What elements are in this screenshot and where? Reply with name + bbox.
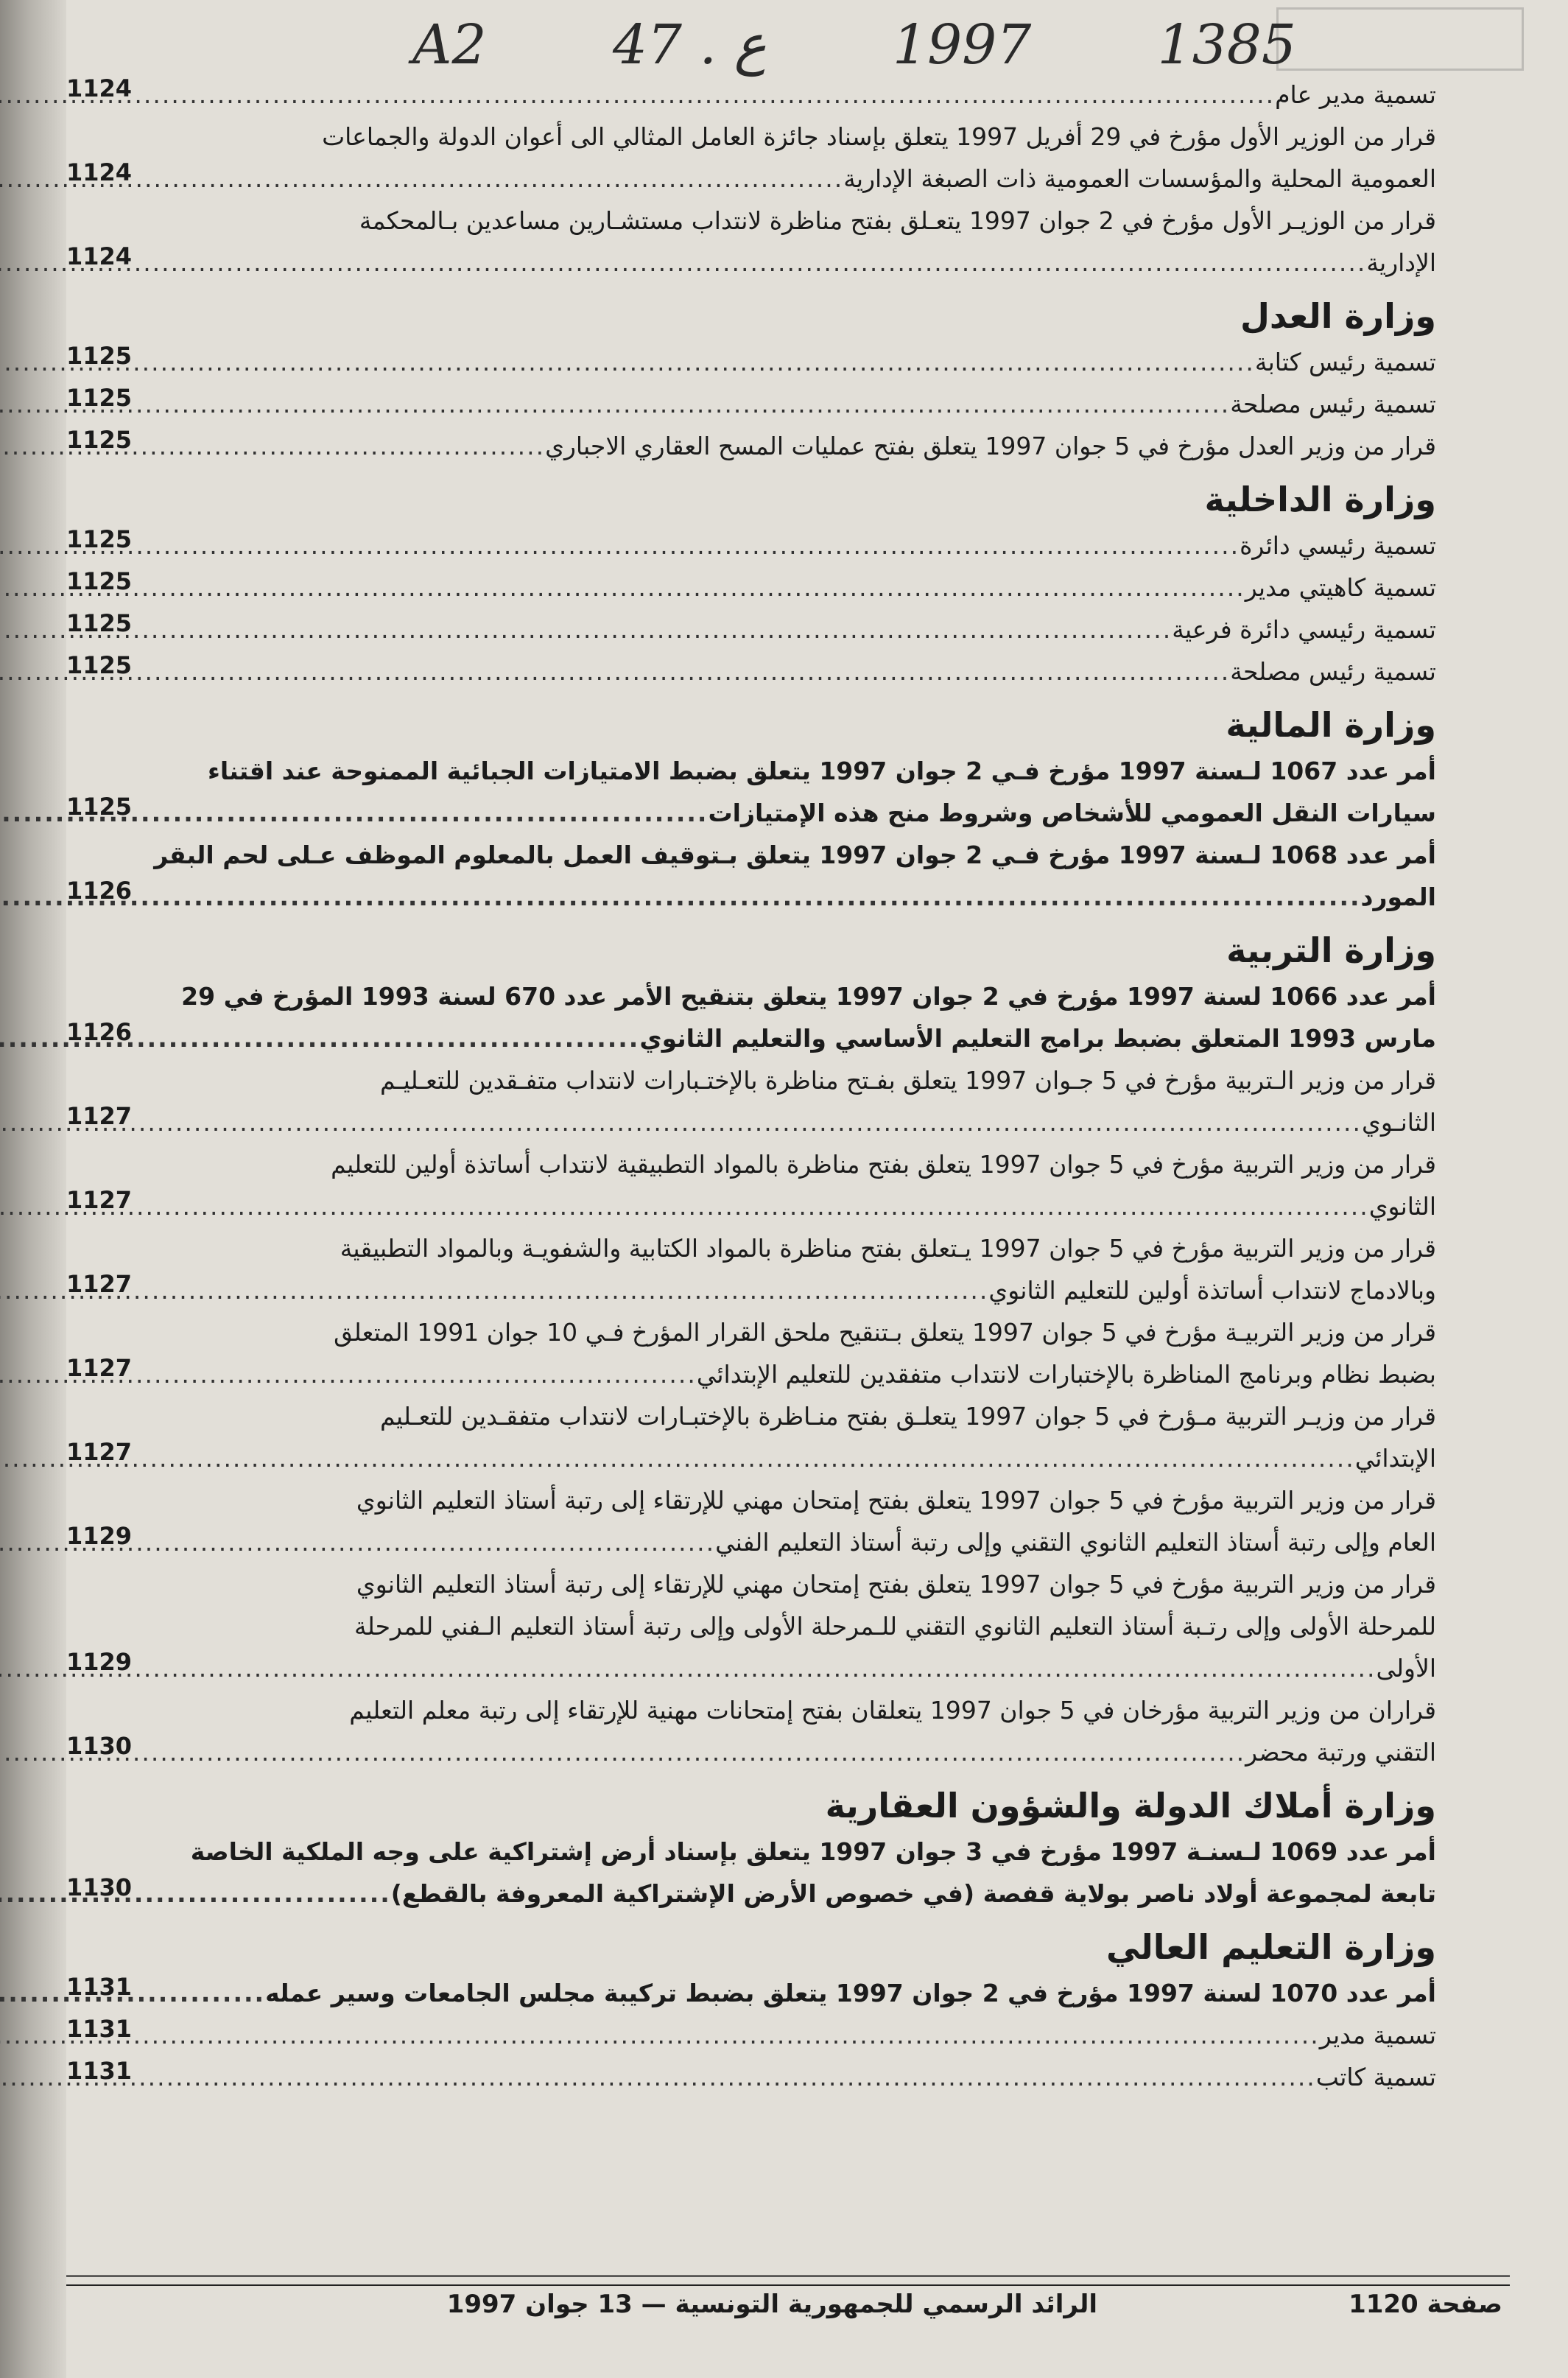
entry-text-line: قرار من وزير التربية مؤرخ في 5 جوان 1997 يـتعلق بفتح مناظرة بالمواد الكتابية والشفويـة وبالمواد التطبيقية bbox=[340, 1234, 1436, 1263]
entry-text-line: الإبتدائي bbox=[1354, 1444, 1436, 1473]
entry-page-number: 1125 bbox=[66, 567, 133, 595]
toc-entry bbox=[66, 834, 1436, 918]
entry-text-line: تسمية رئيسي دائرة bbox=[1240, 531, 1436, 560]
toc-entry bbox=[66, 650, 1436, 692]
toc-entry bbox=[66, 1831, 1436, 1915]
toc-entry bbox=[66, 750, 1436, 834]
ministry-heading: وزارة التعليم العالي bbox=[1105, 1927, 1436, 1967]
toc-entry bbox=[66, 2014, 1436, 2056]
entry-page-number: 1127 bbox=[66, 1354, 133, 1382]
entry-text-line: تسمية رئيسي دائرة فرعية bbox=[1172, 615, 1436, 644]
handwriting-part: 1385 bbox=[1157, 13, 1296, 77]
entry-page-number: 1131 bbox=[66, 2015, 133, 2043]
entry-text-line: قرار من وزيـر التربية مـؤرخ في 5 جوان 1997 يتعلـق بفتح منـاظرة بالإختبـارات لانتداب متفقـدين للتعـليم bbox=[379, 1402, 1436, 1431]
page-footer bbox=[66, 2290, 1510, 2334]
toc-entry bbox=[66, 525, 1436, 567]
entry-page-number: 1125 bbox=[66, 426, 133, 454]
entry-page-number: 1131 bbox=[66, 2057, 133, 2085]
entry-text-line: قرار من وزير الـتربية مؤرخ في 5 جـوان 1997 يتعلق بفـتح مناظرة بالإختـبارات لانتداب متفـقدين للتعـليـم bbox=[379, 1066, 1436, 1095]
entry-text-line: الثانوي bbox=[1368, 1192, 1436, 1221]
entry-page-number: 1124 bbox=[66, 158, 133, 186]
toc-entry bbox=[66, 341, 1436, 383]
toc-entry bbox=[66, 425, 1436, 467]
entry-text-line: التقني ورتبة محضر bbox=[1245, 1738, 1436, 1767]
footer-journal-title: الرائد الرسمي للجمهورية التونسية — 13 جوان 1997 bbox=[446, 2290, 1097, 2319]
entry-text-line: قرار من وزير العدل مؤرخ في 5 جوان 1997 يتعلق بفتح عمليات المسح العقاري الاجباري bbox=[545, 432, 1436, 460]
entry-page-number: 1125 bbox=[66, 793, 133, 821]
toc-entry bbox=[66, 975, 1436, 1059]
toc-entry bbox=[66, 2056, 1436, 2098]
entry-text-line: قرار من وزير التربية مؤرخ في 5 جوان 1997 يتعلق بفتح إمتحان مهني للإرتقاء إلى رتبة أستاذ التعليم الثانوي bbox=[356, 1486, 1436, 1515]
toc-entry bbox=[66, 608, 1436, 650]
ministry-heading: وزارة المالية bbox=[1226, 705, 1436, 745]
entry-text-line: تسمية مدير عام bbox=[1275, 80, 1436, 109]
dot-leader bbox=[0, 876, 1361, 918]
dot-leader bbox=[0, 525, 1240, 567]
entry-text-line: تسمية رئيس مصلحة bbox=[1230, 657, 1436, 686]
entry-text-line: للمرحلة الأولى وإلى رتـبة أستاذ التعليم الثانوي التقني للـمرحلة الأولى وإلى رتبة أستاذ التعليم الـفني للمرحلة bbox=[354, 1612, 1436, 1641]
entry-page-number: 1126 bbox=[66, 877, 133, 905]
toc-entry bbox=[66, 1972, 1436, 2014]
entry-page-number: 1131 bbox=[66, 1973, 133, 2001]
entry-text-line: قراران من وزير التربية مؤرخان في 5 جوان 1997 يتعلقان بفتح إمتحانات مهنية للإرتقاء إلى رتبة معلم التعليم bbox=[349, 1696, 1436, 1725]
dot-leader bbox=[0, 2014, 1320, 2056]
entry-text-line: بضبط نظام وبرنامج المناظرة بالإختبارات لانتداب متفقدين للتعليم الإبتدائي bbox=[696, 1360, 1436, 1389]
entry-text-line: تابعة لمجموعة أولاد ناصر بولاية قفصة (في خصوص الأرض الإشتراكية المعروفة بالقطع) bbox=[390, 1879, 1436, 1908]
entry-page-number: 1126 bbox=[66, 1018, 133, 1046]
dot-leader bbox=[0, 650, 1230, 692]
entry-text-line: وبالادماج لانتداب أساتذة أولين للتعليم الثانوي bbox=[988, 1276, 1436, 1305]
entry-page-number: 1125 bbox=[66, 651, 133, 679]
toc-entry bbox=[66, 567, 1436, 608]
entry-page-number: 1124 bbox=[66, 74, 133, 102]
toc-entry bbox=[66, 74, 1436, 116]
dot-leader bbox=[0, 2056, 1316, 2098]
entry-page-number: 1130 bbox=[66, 1732, 133, 1760]
toc-entry bbox=[66, 1143, 1436, 1227]
entry-text-line: أمر عدد 1070 لسنة 1997 مؤرخ في 2 جوان 1997 يتعلق بضبط تركيبة مجلس الجامعات وسير عمله bbox=[265, 1979, 1436, 2007]
dot-leader bbox=[0, 1873, 391, 1915]
entry-text-line: تسمية رئيس كتابة bbox=[1254, 348, 1436, 376]
bleed-through-box bbox=[1276, 7, 1524, 71]
entry-page-number: 1125 bbox=[66, 342, 133, 370]
toc-entry bbox=[66, 1479, 1436, 1563]
table-of-contents bbox=[66, 74, 1436, 2098]
entry-text-line: تسمية رئيس مصلحة bbox=[1230, 390, 1436, 418]
entry-page-number: 1127 bbox=[66, 1270, 133, 1298]
entry-text-line: الأولى bbox=[1376, 1654, 1436, 1683]
toc-entry bbox=[66, 1059, 1436, 1143]
ministry-heading: وزارة العدل bbox=[1240, 296, 1436, 336]
entry-text-line: تسمية مدير bbox=[1319, 2021, 1436, 2049]
handwriting-part: A2 bbox=[412, 13, 487, 77]
entry-page-number: 1130 bbox=[66, 1873, 133, 1901]
dot-leader bbox=[0, 567, 1245, 608]
ministry-heading: وزارة التربية bbox=[1226, 930, 1436, 970]
entry-page-number: 1127 bbox=[66, 1438, 133, 1466]
entry-page-number: 1129 bbox=[66, 1648, 133, 1676]
dot-leader bbox=[0, 1647, 1377, 1689]
ministry-heading: وزارة أملاك الدولة والشؤون العقارية bbox=[825, 1786, 1436, 1825]
entry-text-line: قرار من وزير التربية مؤرخ في 5 جوان 1997 يتعلق بفتح إمتحان مهني للإرتقاء إلى رتبة أستاذ التعليم الثانوي bbox=[356, 1570, 1436, 1599]
entry-text-line: أمر عدد 1066 لسنة 1997 مؤرخ في 2 جوان 1997 يتعلق بتنقيح الأمر عدد 670 لسنة 1993 المؤرخ في 29 bbox=[181, 982, 1436, 1011]
toc-entry bbox=[66, 1227, 1436, 1311]
toc-entry bbox=[66, 200, 1436, 284]
dot-leader bbox=[0, 608, 1172, 650]
entry-text-line: أمر عدد 1067 لـسنة 1997 مؤرخ فـي 2 جوان 1997 يتعلق بضبط الامتيازات الجبائية الممنوحة عند اقتناء bbox=[208, 757, 1436, 785]
entry-text-line: تسمية كاهيتي مدير bbox=[1245, 573, 1436, 602]
toc-entry bbox=[66, 1563, 1436, 1689]
toc-entry bbox=[66, 1311, 1436, 1395]
toc-entry bbox=[66, 383, 1436, 425]
entry-text-line: الثانـوي bbox=[1362, 1108, 1436, 1137]
dot-leader bbox=[0, 74, 1275, 116]
entry-page-number: 1125 bbox=[66, 525, 133, 553]
entry-text-line: قرار من وزير التربية مؤرخ في 5 جوان 1997 يتعلق بفتح مناظرة بالمواد التطبيقية لانتداب أساتذة أولين للتعليم bbox=[331, 1150, 1436, 1179]
entry-page-number: 1127 bbox=[66, 1102, 133, 1130]
handwriting-part: 1997 bbox=[893, 13, 1032, 77]
handwriting-part: 47 . ع bbox=[612, 13, 767, 77]
entry-text-line: المورد bbox=[1360, 883, 1436, 911]
entry-text-line: قرار من وزير التربيـة مؤرخ في 5 جوان 1997 يتعلق بـتنقيح ملحق القرار المؤرخ فـي 10 جوان 1991 المتعلق bbox=[334, 1318, 1436, 1347]
dot-leader bbox=[0, 1437, 1355, 1479]
entry-text-line: مارس 1993 المتعلق بضبط برامج التعليم الأساسي والتعليم الثانوي bbox=[639, 1024, 1436, 1053]
entry-text-line: قرار من الوزيـر الأول مؤرخ في 2 جوان 1997 يتعـلق بفتح مناظرة لانتداب مستشـارين مساعدين بـالمحكمة bbox=[359, 206, 1436, 235]
entry-text-line: العمومية المحلية والمؤسسات العمومية ذات الصبغة الإدارية bbox=[843, 164, 1436, 193]
dot-leader bbox=[0, 341, 1255, 383]
ministry-heading: وزارة الداخلية bbox=[1204, 480, 1436, 519]
dot-leader bbox=[0, 383, 1230, 425]
entry-text-line: العام وإلى رتبة أستاذ التعليم الثانوي التقني وإلى رتبة أستاذ التعليم الفني bbox=[715, 1528, 1436, 1557]
entry-text-line: قرار من الوزير الأول مؤرخ في 29 أفريل 1997 يتعلق بإسناد جائزة العامل المثالي الى أعوان الدولة والجماعات bbox=[322, 122, 1436, 151]
toc-entry bbox=[66, 116, 1436, 200]
toc-entry bbox=[66, 1689, 1436, 1773]
entry-text-line: أمر عدد 1069 لـسنـة 1997 مؤرخ في 3 جوان 1997 يتعلق بإسناد أرض إشتراكية على وجه الملكية الخاصة bbox=[190, 1837, 1436, 1866]
handwritten-annotation bbox=[412, 13, 1296, 80]
toc-entry bbox=[66, 1395, 1436, 1479]
entry-page-number: 1129 bbox=[66, 1522, 133, 1550]
entry-text-line: الإدارية bbox=[1366, 248, 1436, 277]
dot-leader bbox=[0, 1185, 1369, 1227]
dot-leader bbox=[0, 1731, 1245, 1773]
dot-leader bbox=[0, 1101, 1362, 1143]
entry-text-line: سيارات النقل العمومي للأشخاص وشروط منح هذه الإمتيازات bbox=[708, 799, 1436, 827]
footer-rule bbox=[66, 2275, 1510, 2286]
entry-page-number: 1125 bbox=[66, 609, 133, 637]
entry-text-line: أمر عدد 1068 لـسنة 1997 مؤرخ فـي 2 جوان 1997 يتعلق بـتوقيف العمل بالمعلوم الموظف عـلى لحم البقر bbox=[154, 841, 1436, 869]
dot-leader bbox=[0, 242, 1366, 284]
footer-page-number: صفحة 1120 bbox=[1349, 2290, 1502, 2319]
entry-page-number: 1125 bbox=[66, 384, 133, 412]
entry-text-line: تسمية كاتب bbox=[1315, 2063, 1436, 2091]
entry-page-number: 1124 bbox=[66, 242, 133, 270]
entry-page-number: 1127 bbox=[66, 1186, 133, 1214]
